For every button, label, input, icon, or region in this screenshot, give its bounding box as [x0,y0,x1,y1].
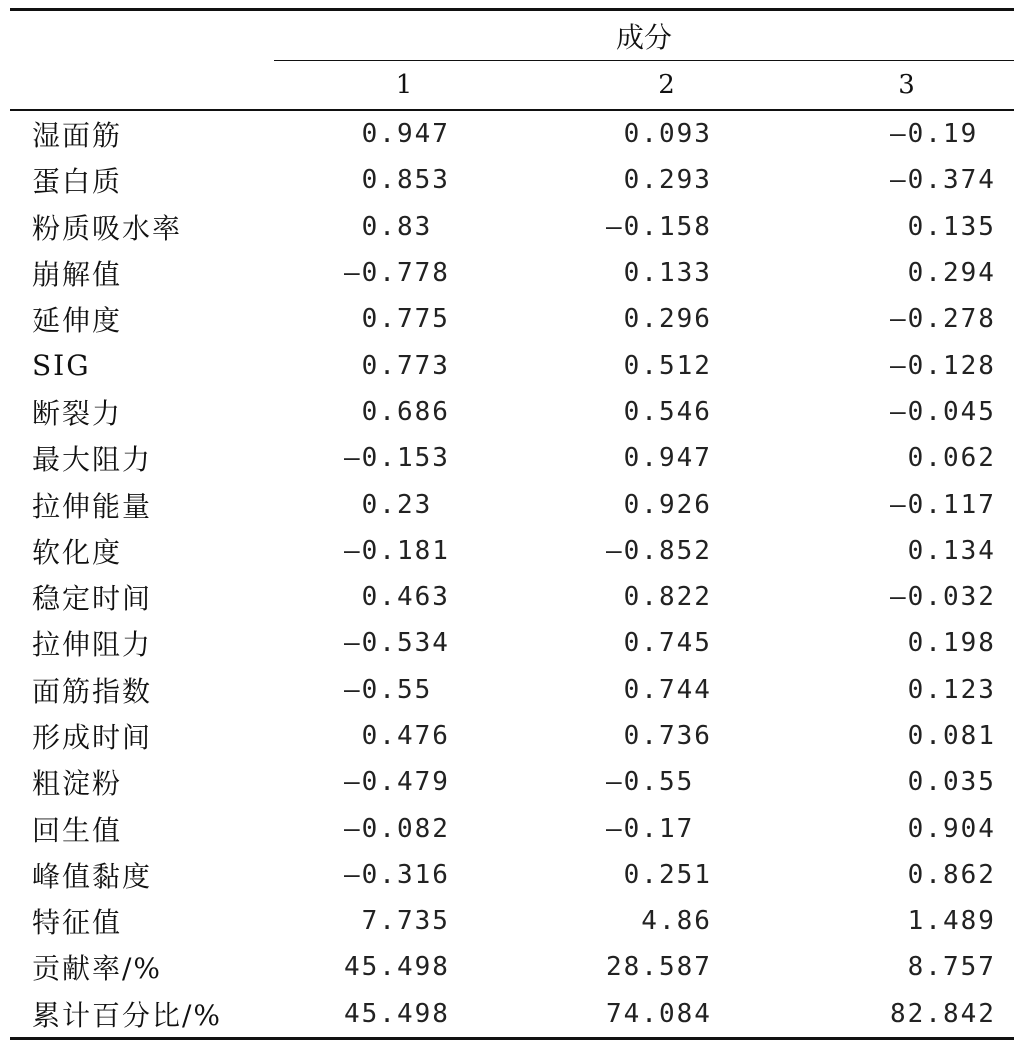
component-1-value: —0.479 [344,767,450,798]
component-1-value: 0.686 [344,396,450,427]
component-2-value: 0.512 [606,350,712,381]
row-label: 软化度 [32,535,123,569]
component-3-value: 82.842 [799,991,1014,1039]
component-3-value: —0.045 [890,396,996,427]
component-3-value: —0.278 [890,304,996,335]
row-label: 拉伸能量 [32,489,153,523]
component-3-value: —0.374 [890,165,996,196]
component-1-value: 0.83 [344,211,433,242]
table-row [10,435,1014,481]
table-row [10,944,1014,990]
component-2-value: 0.093 [606,119,712,150]
component-3-value: 0.294 [890,258,996,289]
component-2-value: 0.546 [606,396,712,427]
component-1-value: —0.534 [344,628,450,659]
component-1-value: —0.153 [344,443,450,474]
component-loading-table [10,8,1014,1040]
component-2-header: 2 [534,61,799,110]
component-3-header: 3 [799,61,1014,110]
component-2-value: —0.852 [606,535,712,566]
table-body [10,110,1014,1038]
component-1-value: —0.181 [344,535,450,566]
component-2-value: 0.947 [606,443,712,474]
row-label: 回生值 [32,813,123,847]
table-row [10,528,1014,574]
row-label: 最大阻力 [32,443,153,477]
table-row [10,852,1014,898]
component-1-value: 0.775 [344,304,450,335]
row-label: 粉质吸水率 [32,211,183,245]
component-1-value: 0.476 [344,721,450,751]
table-row [10,713,1014,759]
table-header [10,10,1014,111]
table-row [10,898,1014,944]
component-2-value: —0.17 [606,813,695,844]
component-1-value: 7.735 [344,906,450,937]
component-1-value: —0.778 [344,258,450,289]
component-2-value: 0.293 [606,165,712,196]
component-3-value: —0.117 [890,489,996,520]
component-3-value: 0.134 [890,535,996,566]
table-row [10,389,1014,435]
component-2-value: 0.736 [606,721,712,751]
component-2-value: 74.084 [534,991,799,1039]
component-2-value: 4.86 [606,906,712,937]
component-1-header: 1 [274,61,534,110]
table-row [10,157,1014,203]
row-label: 稳定时间 [32,582,153,616]
component-3-value: 8.757 [890,952,996,983]
component-1-value: 0.23 [344,489,433,520]
component-3-value: 0.904 [890,813,996,844]
component-3-value: 0.123 [890,674,996,705]
table-row [10,805,1014,851]
component-group-header: 成分 [274,10,1014,62]
component-3-value: —0.128 [890,350,996,381]
table-row [10,110,1014,157]
empty-label-header [10,61,274,110]
row-label: 贡献率/% [32,952,163,986]
row-label: 湿面筋 [32,119,123,153]
table-row [10,481,1014,527]
component-1-value: 0.463 [344,582,450,613]
row-label: 累计百分比/% [10,991,274,1039]
component-1-value: 45.498 [344,952,450,983]
component-3-value: 0.062 [890,443,996,474]
table-row [10,759,1014,805]
table-row [10,204,1014,250]
row-label: 断裂力 [32,396,123,430]
component-2-value: —0.158 [606,211,712,242]
table-row [10,342,1014,388]
corner-cell [10,10,274,62]
component-2-value: 0.745 [606,628,712,659]
component-2-value: 0.296 [606,304,712,335]
component-3-value: 0.198 [890,628,996,659]
component-2-value: 0.251 [606,859,712,890]
component-3-value: 0.035 [890,767,996,798]
row-label: 特征值 [32,906,123,940]
component-3-value: —0.032 [890,582,996,613]
row-label: 形成时间 [32,721,153,754]
component-3-value: 0.081 [890,721,996,751]
component-1-value: 45.498 [274,991,534,1039]
table-row [10,574,1014,620]
component-1-value: —0.082 [344,813,450,844]
row-label: 延伸度 [32,304,123,338]
table-row [10,667,1014,713]
table-row [10,620,1014,666]
component-2-value: 0.744 [606,674,712,705]
table-row [10,250,1014,296]
row-label: 拉伸阻力 [32,628,153,662]
component-2-value: —0.55 [606,767,695,798]
row-label: SIG [32,349,91,383]
component-2-value: 28.587 [606,952,712,983]
component-3-value: 0.135 [890,211,996,242]
component-1-value: 0.947 [344,119,450,150]
component-3-value: —0.19 [890,119,979,150]
row-label: 面筋指数 [32,674,153,708]
component-1-value: —0.55 [344,674,433,705]
row-label: 崩解值 [32,258,123,292]
component-1-value: —0.316 [344,859,450,890]
component-3-value: 1.489 [890,906,996,937]
row-label: 峰值黏度 [32,859,153,893]
loading-table [10,8,1014,1040]
component-1-value: 0.773 [344,350,450,381]
row-label: 蛋白质 [32,165,123,199]
component-2-value: 0.133 [606,258,712,289]
component-3-value: 0.862 [890,859,996,890]
component-2-value: 0.822 [606,582,712,613]
row-label: 粗淀粉 [32,767,123,801]
table-row [10,296,1014,342]
table-row [10,991,1014,1039]
component-1-value: 0.853 [344,165,450,196]
component-2-value: 0.926 [606,489,712,520]
